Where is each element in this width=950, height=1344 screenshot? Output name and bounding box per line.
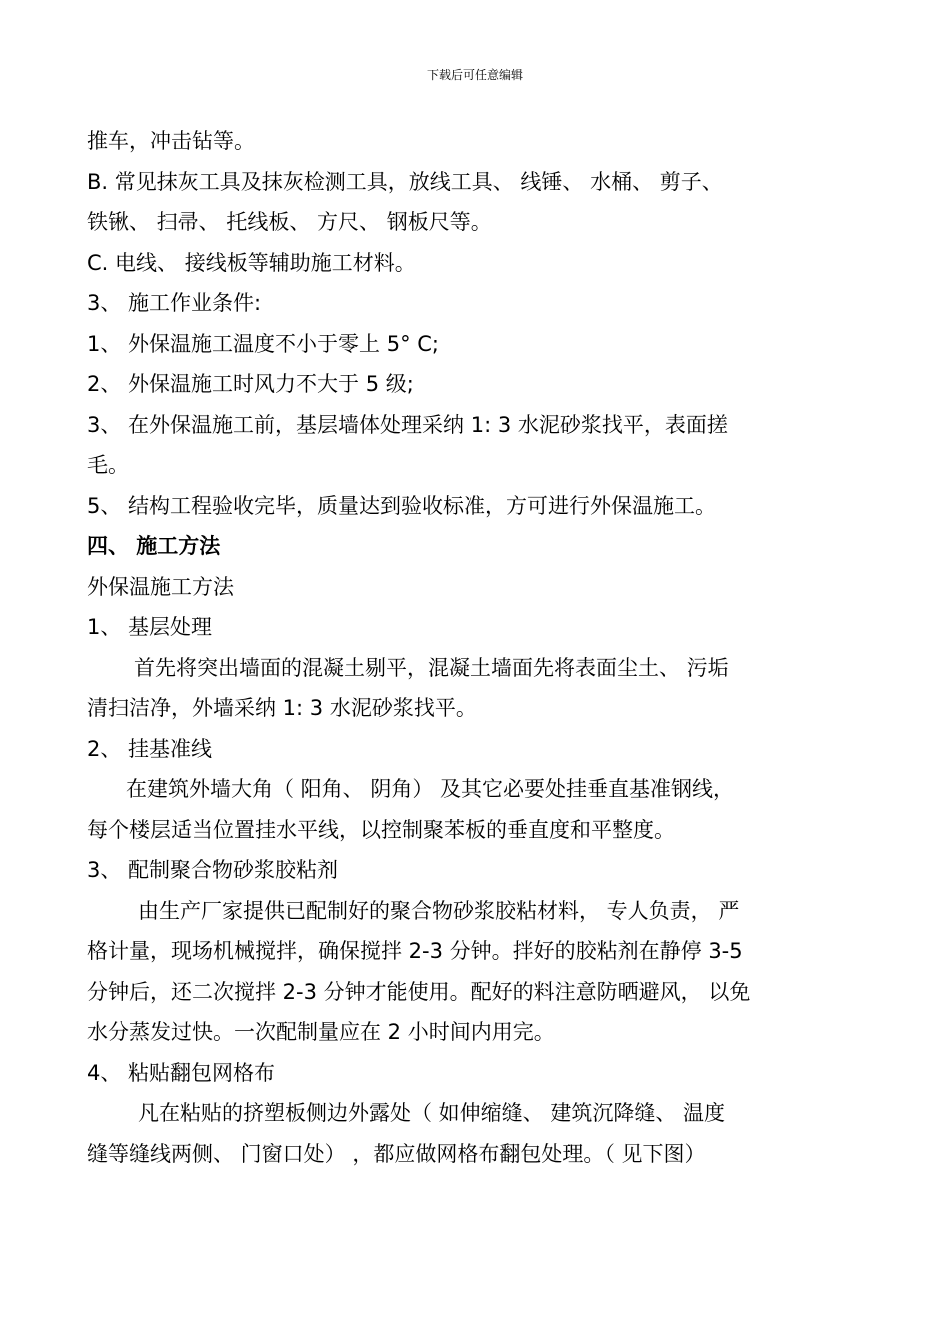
text-line: 毛。	[87, 453, 129, 477]
paragraph-line: 由生产厂家提供已配制好的聚合物砂浆胶粘材料， 专人负责， 严	[138, 898, 740, 923]
text-line: 1、 外保温施工温度不小于零上 5° C;	[87, 331, 439, 356]
document-body	[87, 121, 817, 1174]
subsection-title: 外保温施工方法	[87, 574, 234, 599]
paragraph-line: 格计量，现场机械搅拌，确保搅拌 2-3 分钟。拌好的胶粘剂在静停 3-5	[87, 939, 743, 963]
step-heading: 3、 配制聚合物砂浆胶粘剂	[87, 858, 339, 882]
paragraph-line: 每个楼层适当位置挂水平线，以控制聚苯板的垂直度和平整度。	[87, 817, 675, 842]
paragraph-line: 缝等缝线两侧、 门窗口处） ，都应做网格布翻包处理。（ 见下图）	[87, 1141, 706, 1166]
step-heading: 1、 基层处理	[87, 615, 213, 639]
section-heading: 四、 施工方法	[87, 534, 221, 558]
step-heading: 4、 粘贴翻包网格布	[87, 1060, 276, 1085]
text-line: 5、 结构工程验收完毕，质量达到验收标准，方可进行外保温施工。	[87, 493, 717, 518]
text-line: 3、 施工作业条件:	[87, 291, 262, 315]
text-line: 推车，冲击钻等。	[87, 129, 255, 153]
text-line: C. 电线、 接线板等辅助施工材料。	[87, 250, 416, 275]
page-header-note: 下载后可任意编辑	[426, 68, 523, 82]
text-line: B. 常见抹灰工具及抹灰检测工具，放线工具、 线锤、 水桶、 剪子、	[87, 169, 723, 194]
paragraph-line: 凡在粘贴的挤塑板侧边外露处（ 如伸缩缝、 建筑沉降缝、 温度	[138, 1101, 726, 1125]
text-line: 2、 外保温施工时风力不大于 5 级;	[87, 372, 414, 396]
paragraph-line: 首先将突出墙面的混凝土剔平，混凝土墙面先将表面尘土、 污垢	[134, 655, 729, 680]
step-heading: 2、 挂基准线	[87, 736, 213, 761]
paragraph-line: 清扫洁净，外墙采纳 1: 3 水泥砂浆找平。	[87, 696, 477, 720]
text-line: 铁锹、 扫帚、 托线板、 方尺、 钢板尺等。	[87, 210, 492, 234]
paragraph-line: 在建筑外墙大角（ 阳角、 阴角） 及其它必要处挂垂直基准钢线，	[126, 777, 735, 801]
text-line: 3、 在外保温施工前，基层墙体处理采纳 1: 3 水泥砂浆找平，表面搓	[87, 412, 728, 437]
paragraph-line: 水分蒸发过快。一次配制量应在 2 小时间内用完。	[87, 1020, 555, 1044]
paragraph-line: 分钟后，还二次搅拌 2-3 分钟才能使用。配好的料注意防晒避风， 以免	[87, 979, 751, 1004]
